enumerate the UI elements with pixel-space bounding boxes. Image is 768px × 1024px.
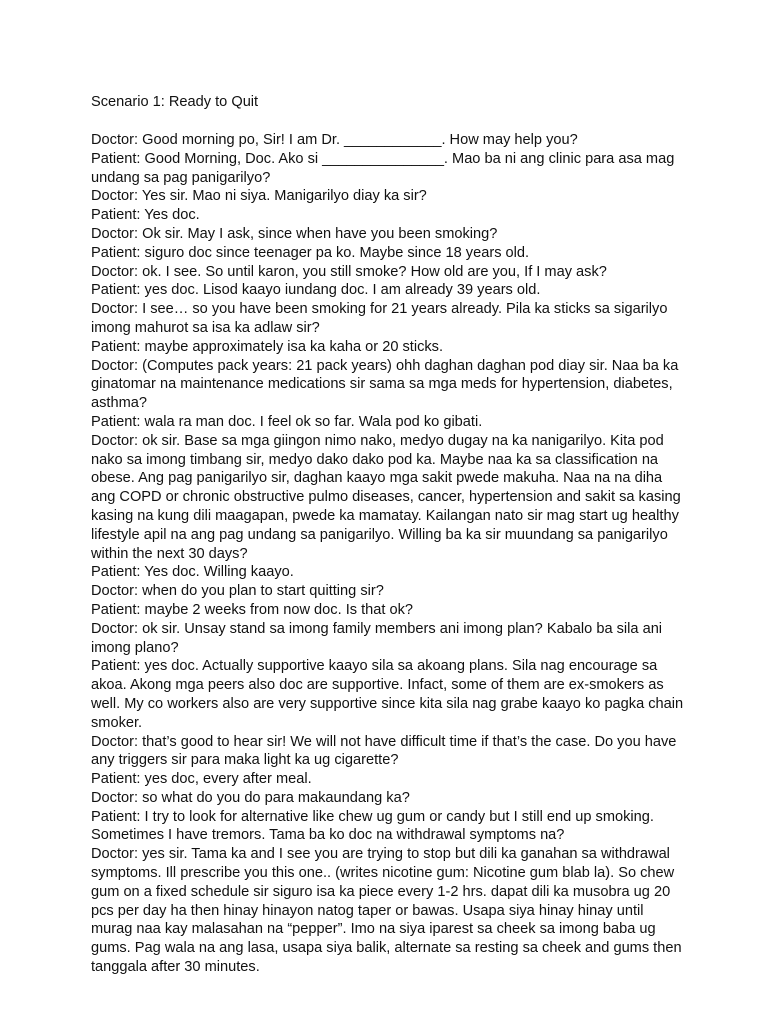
dialogue-line: Patient: maybe 2 weeks from now doc. Is that ok? [91,601,414,618]
dialogue-line: Doctor: so what do you do para makaundang ka? [91,789,410,806]
dialogue-line: Doctor: ok sir. Base sa mga giingon nimo nako, medyo dugay na ka nanigarilyo. Kita pod nako sa imong timbang sir, medyo dako dako pod ka. Maybe naa ka sa classification na obese. Ang pag panigarilyo sir, daghan kaayo mga sakit pwede makuha. Naa na na diha ang COPD or chronic obstructive pulmo diseases, cancer, hypertension and sakit sa kasing kasing na kung dili maagapan, pwede ka mamatay. Kailangan nato sir mag start ug healthy lifestyle apil na ang pag undang sa panigarilyo. Willing ba ka sir muundang sa panigarilyo within the next 30 days? [91,432,681,562]
dialogue-line: Doctor: I see… so you have been smoking for 21 years already. Pila ka sticks sa sigarilyo imong mahurot sa isa ka adlaw sir? [91,301,668,336]
dialogue-line: Patient: Good Morning, Doc. Ako si _______________. Mao ba ni ang clinic para asa mag undang sa pag panigarilyo? [91,150,675,186]
dialogue-line: Patient: yes doc. Actually supportive kaayo sila sa akoang plans. Sila nag encourage sa akoa. Akong mga peers also doc are supportive. Infact, some of them are ex-smokers as well. My co workers also are very supportive since kita sila nag grabe kaayo ko pagka chain smoker. [91,658,684,731]
dialogue-line: Patient: wala ra man doc. I feel ok so far. Wala pod ko gibati. [91,413,483,430]
dialogue-line: Doctor: Ok sir. May I ask, since when have you been smoking? [91,225,498,242]
dialogue-line: Doctor: yes sir. Tama ka and I see you are trying to stop but dili ka ganahan sa withdrawal symptoms. Ill prescribe you this one.. (writes nicotine gum: Nicotine gum blab la). So chew gum on a fixed schedule sir siguro isa ka piece every 1-2 hrs. dapat dili ka musobra ug 20 pcs per day ha then hinay hinayon natog taper or bawas. Usapa siya hinay hinay until murag naa kay malasahan na “pepper”. Imo na siya iparest sa cheek sa imong baba ug gums. Pag wala na ang lasa, usapa siya balik, alternate sa resting sa cheek and gums then tanggala after 30 minutes. [91,846,682,976]
dialogue-line: Patient: siguro doc since teenager pa ko. Maybe since 18 years old. [91,244,530,261]
dialogue-line: Patient: I try to look for alternative like chew ug gum or candy but I still end up smoking. Sometimes I have tremors. Tama ba ko doc na withdrawal symptoms na? [91,808,654,844]
dialogue-line: Doctor: ok sir. Unsay stand sa imong family members ani imong plan? Kabalo ba sila ani imong plano? [91,620,663,656]
dialogue-line: Doctor: (Computes pack years: 21 pack years) ohh daghan daghan pod diay sir. Naa ba ka ginatomar na maintenance medications sir sama sa mga meds for hypertension, diabetes, asthma? [91,357,679,412]
dialogue-line: Patient: Yes doc. [91,207,200,224]
dialogue-line: Doctor: when do you plan to start quitting sir? [91,583,384,600]
dialogue-line: Doctor: Yes sir. Mao ni siya. Manigarilyo diay ka sir? [91,188,427,205]
dialogue-line: Patient: maybe approximately isa ka kaha or 20 sticks. [91,338,444,355]
dialogue-line: Doctor: Good morning po, Sir! I am Dr. ____________. How may help you? [91,132,578,148]
scenario-title: Scenario 1: Ready to Quit [91,94,259,110]
dialogue-line: Doctor: that’s good to hear sir! We will not have difficult time if that’s the case. Do you have any triggers sir para maka light ka ug cigarette? [91,733,677,769]
dialogue-transcript [91,131,688,977]
dialogue-line: Patient: yes doc, every after meal. [91,771,312,788]
dialogue-line: Patient: yes doc. Lisod kaayo iundang doc. I am already 39 years old. [91,282,541,299]
dialogue-line: Doctor: ok. I see. So until karon, you still smoke? How old are you, If I may ask? [91,263,607,280]
dialogue-line: Patient: Yes doc. Willing kaayo. [91,564,294,581]
